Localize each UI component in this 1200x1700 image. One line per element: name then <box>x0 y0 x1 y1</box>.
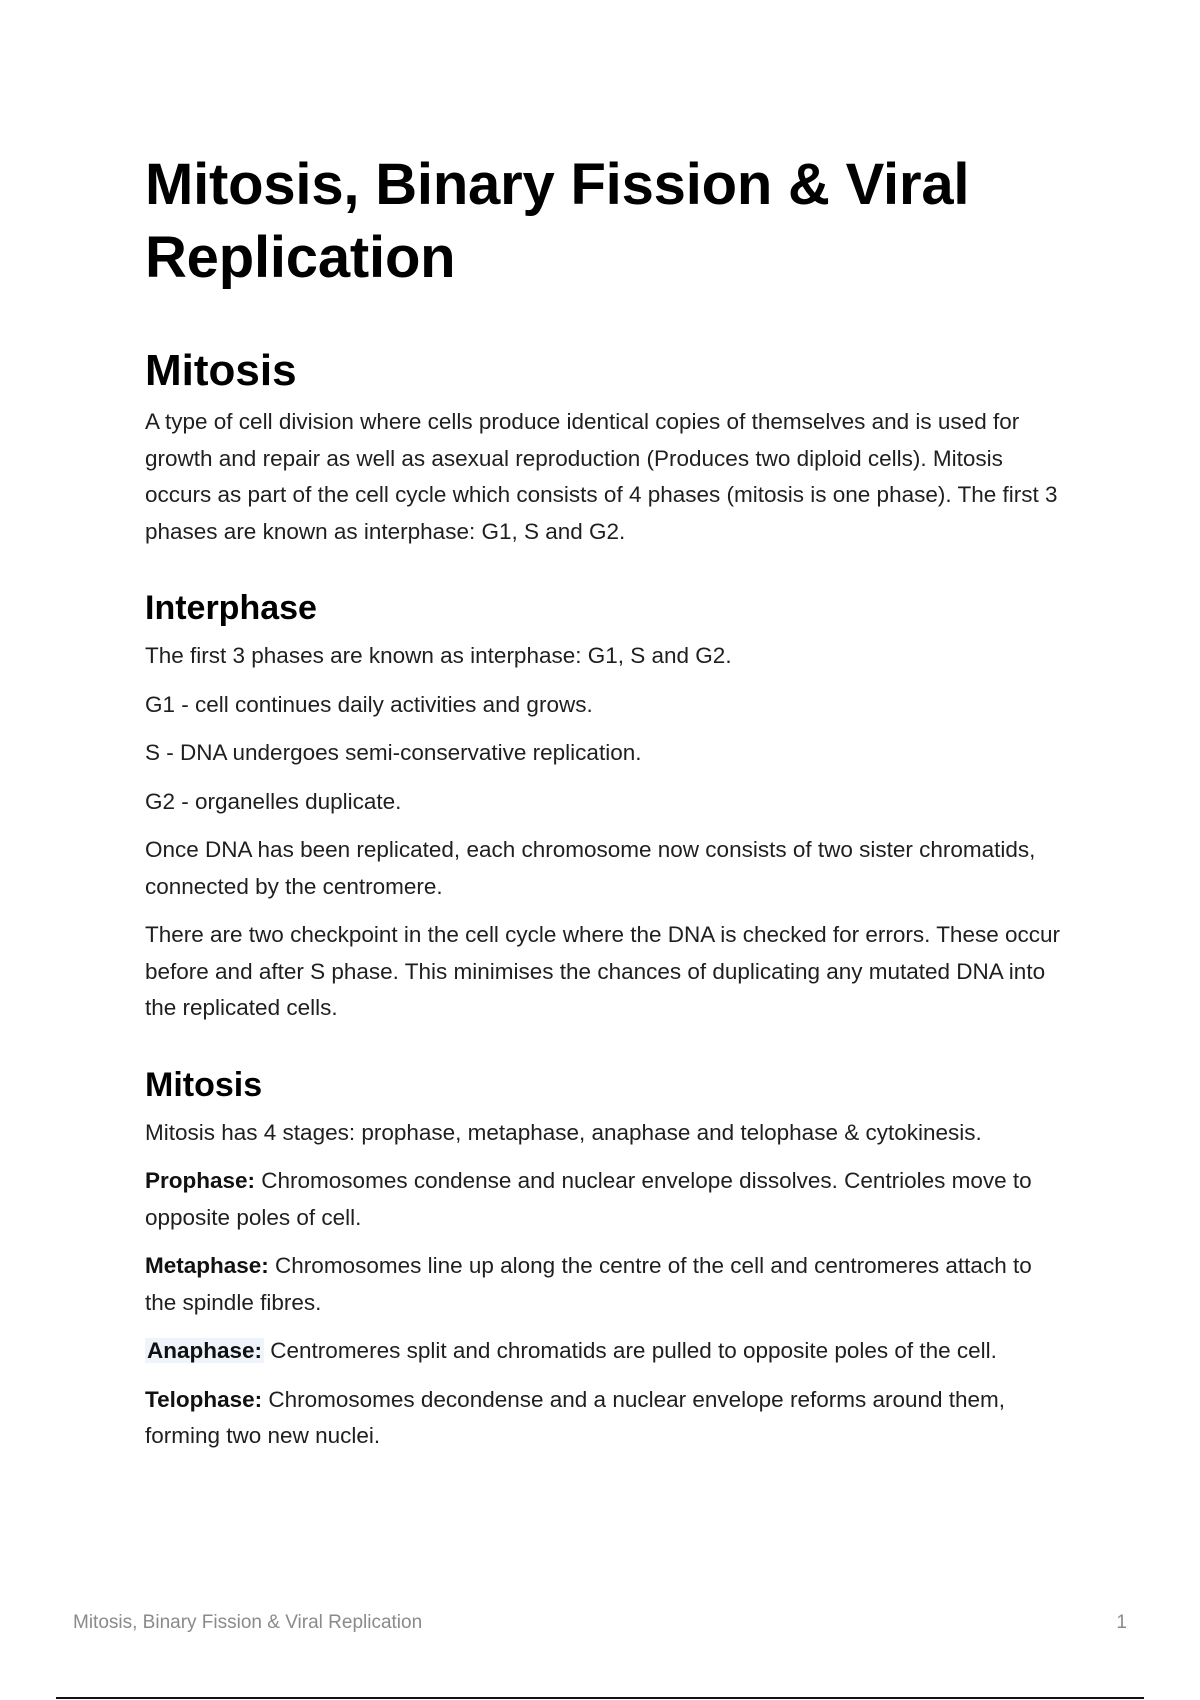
section-mitosis-overview <box>145 346 1065 550</box>
document-page <box>145 148 1065 1493</box>
stage-metaphase <box>145 1248 1065 1321</box>
footer-title: Mitosis, Binary Fission & Viral Replication <box>73 1612 423 1633</box>
paragraph-g1: G1 - cell continues daily activities and grows. <box>145 691 593 717</box>
stage-telophase <box>145 1382 1065 1455</box>
stage-text: Centromeres split and chromatids are pulled to opposite poles of the cell. <box>264 1338 997 1363</box>
paragraph: The first 3 phases are known as interphase: G1, S and G2. <box>145 643 732 668</box>
stage-term: Anaphase: <box>147 1338 263 1363</box>
stage-anaphase <box>145 1333 1065 1370</box>
stage-text: Chromosomes line up along the centre of the cell and centromeres attach to the spindle fibres. <box>145 1253 1032 1315</box>
page-bottom-divider <box>56 1697 1144 1699</box>
paragraph: A type of cell division where cells produce identical copies of themselves and is used for growth and repair as well as asexual reproduction (Produces two diploid cells). Mitosis occurs as part of the cell cycle which consists of 4 phases (mitosis is one phase). The first 3 phases are known as interphase: G1, S and G2. <box>145 409 1058 544</box>
section-mitosis-stages <box>145 1065 1065 1455</box>
stage-term: Metaphase: <box>145 1253 269 1278</box>
stage-prophase <box>145 1163 1065 1236</box>
section-heading: Mitosis <box>145 346 297 395</box>
stage-text: Chromosomes condense and nuclear envelope dissolves. Centrioles move to opposite poles of cell. <box>145 1168 1032 1230</box>
stage-term: Prophase: <box>145 1168 256 1193</box>
stage-text: Chromosomes decondense and a nuclear envelope reforms around them, forming two new nuclei. <box>145 1386 1006 1448</box>
paragraph: Once DNA has been replicated, each chromosome now consists of two sister chromatids, connected by the centromere. <box>145 837 1036 899</box>
page-number: 1 <box>1116 1612 1127 1633</box>
paragraph: There are two checkpoint in the cell cycle where the DNA is checked for errors. These occur before and after S phase. This minimises the chances of duplicating any mutated DNA into the replicated cells. <box>145 922 1060 1020</box>
paragraph-intro: Mitosis has 4 stages: prophase, metaphase, anaphase and telophase & cytokinesis. <box>145 1119 982 1145</box>
stage-term: Telophase: <box>145 1386 263 1412</box>
section-interphase <box>145 588 1065 1027</box>
subsection-heading: Mitosis <box>145 1065 263 1104</box>
paragraph-s: S - DNA undergoes semi-conservative replication. <box>145 740 642 765</box>
paragraph-g2: G2 - organelles duplicate. <box>145 788 402 814</box>
page-footer <box>73 1612 1127 1634</box>
document-title: Mitosis, Binary Fission & Viral Replication <box>145 152 970 290</box>
subsection-heading: Interphase <box>145 589 317 627</box>
